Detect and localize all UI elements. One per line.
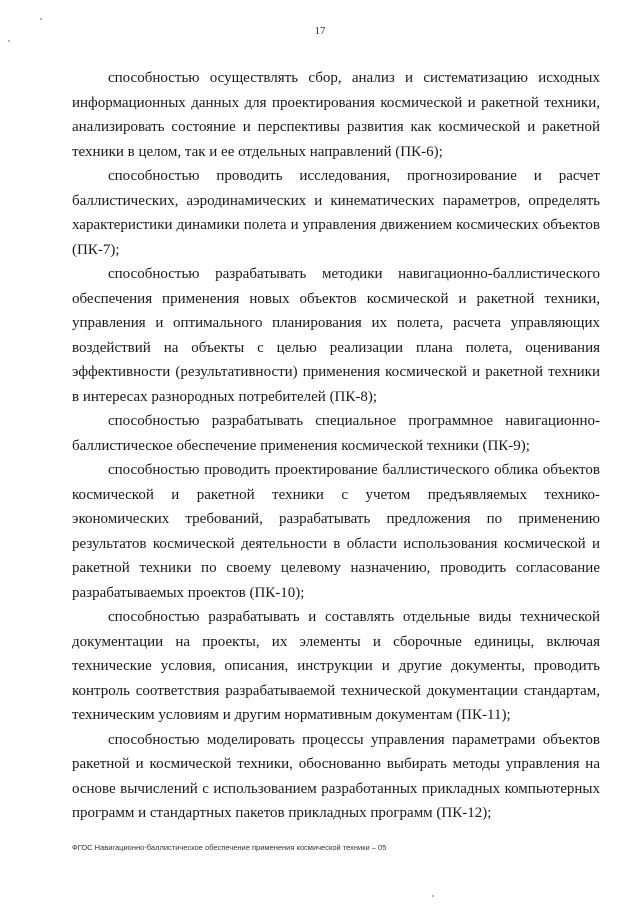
paragraph-pk11: способностью разрабатывать и составлять отдельные виды технической документации на проекты, их элементы и сборочные единицы, включая технические условия, описания, инструкции и другие документы, проводить контроль соответствия разрабатываемой технической документации стандартам, техническим условиям и другим нормативным документам (ПК-11); xyxy=(72,609,600,723)
paragraph-pk6: способностью осуществлять сбор, анализ и систематизацию исходных информационных данных для проектирования космической и ракетной техники, анализировать состояние и перспективы развития как космической и ракетной техники в целом, так и ее отдельных направлений (ПК-6); xyxy=(72,70,600,160)
competency-list xyxy=(72,66,600,826)
paragraph-pk9: способностью разрабатывать специальное программное навигационно-баллистическое обеспечение применения космической техники (ПК-9); xyxy=(72,413,600,454)
paragraph-pk7: способностью проводить исследования, прогнозирование и расчет баллистических, аэродинамических и кинематических параметров, определять характеристики динамики полета и управления движением космических объектов (ПК-7); xyxy=(72,168,600,258)
page-number: 17 xyxy=(314,25,326,37)
page-footer: ФГОС Навигационно-баллистическое обеспечение применения космической техники – 05 xyxy=(72,843,387,852)
paragraph-pk12: способностью моделировать процессы управления параметрами объектов ракетной и космической техники, обоснованно выбирать методы управления на основе вычислений с использованием разработанных прикладных компьютерных программ и стандартных пакетов прикладных программ (ПК-12); xyxy=(72,731,600,821)
paragraph-pk8: способностью разрабатывать методики навигационно-баллистического обеспечения применения новых объектов космической и ракетной техники, управления и оптимального планирования их полета, расчета управляющих воздействий на объекты с целью реализации плана полета, оценивания эффективности (результативности) применения космической и ракетной техники в интересах разнородных потребителей (ПК-8); xyxy=(72,266,600,405)
paragraph-pk10: способностью проводить проектирование баллистического облика объектов космической и ракетной техники с учетом предъявляемых технико-экономических требований, разрабатывать предложения по применению результатов космической деятельности в области использования космической и ракетной техники по своему целевому назначению, проводить согласование разрабатываемых проектов (ПК-10); xyxy=(72,462,600,601)
scan-speck xyxy=(8,40,10,42)
scan-speck xyxy=(432,895,434,897)
scan-speck xyxy=(40,18,42,20)
